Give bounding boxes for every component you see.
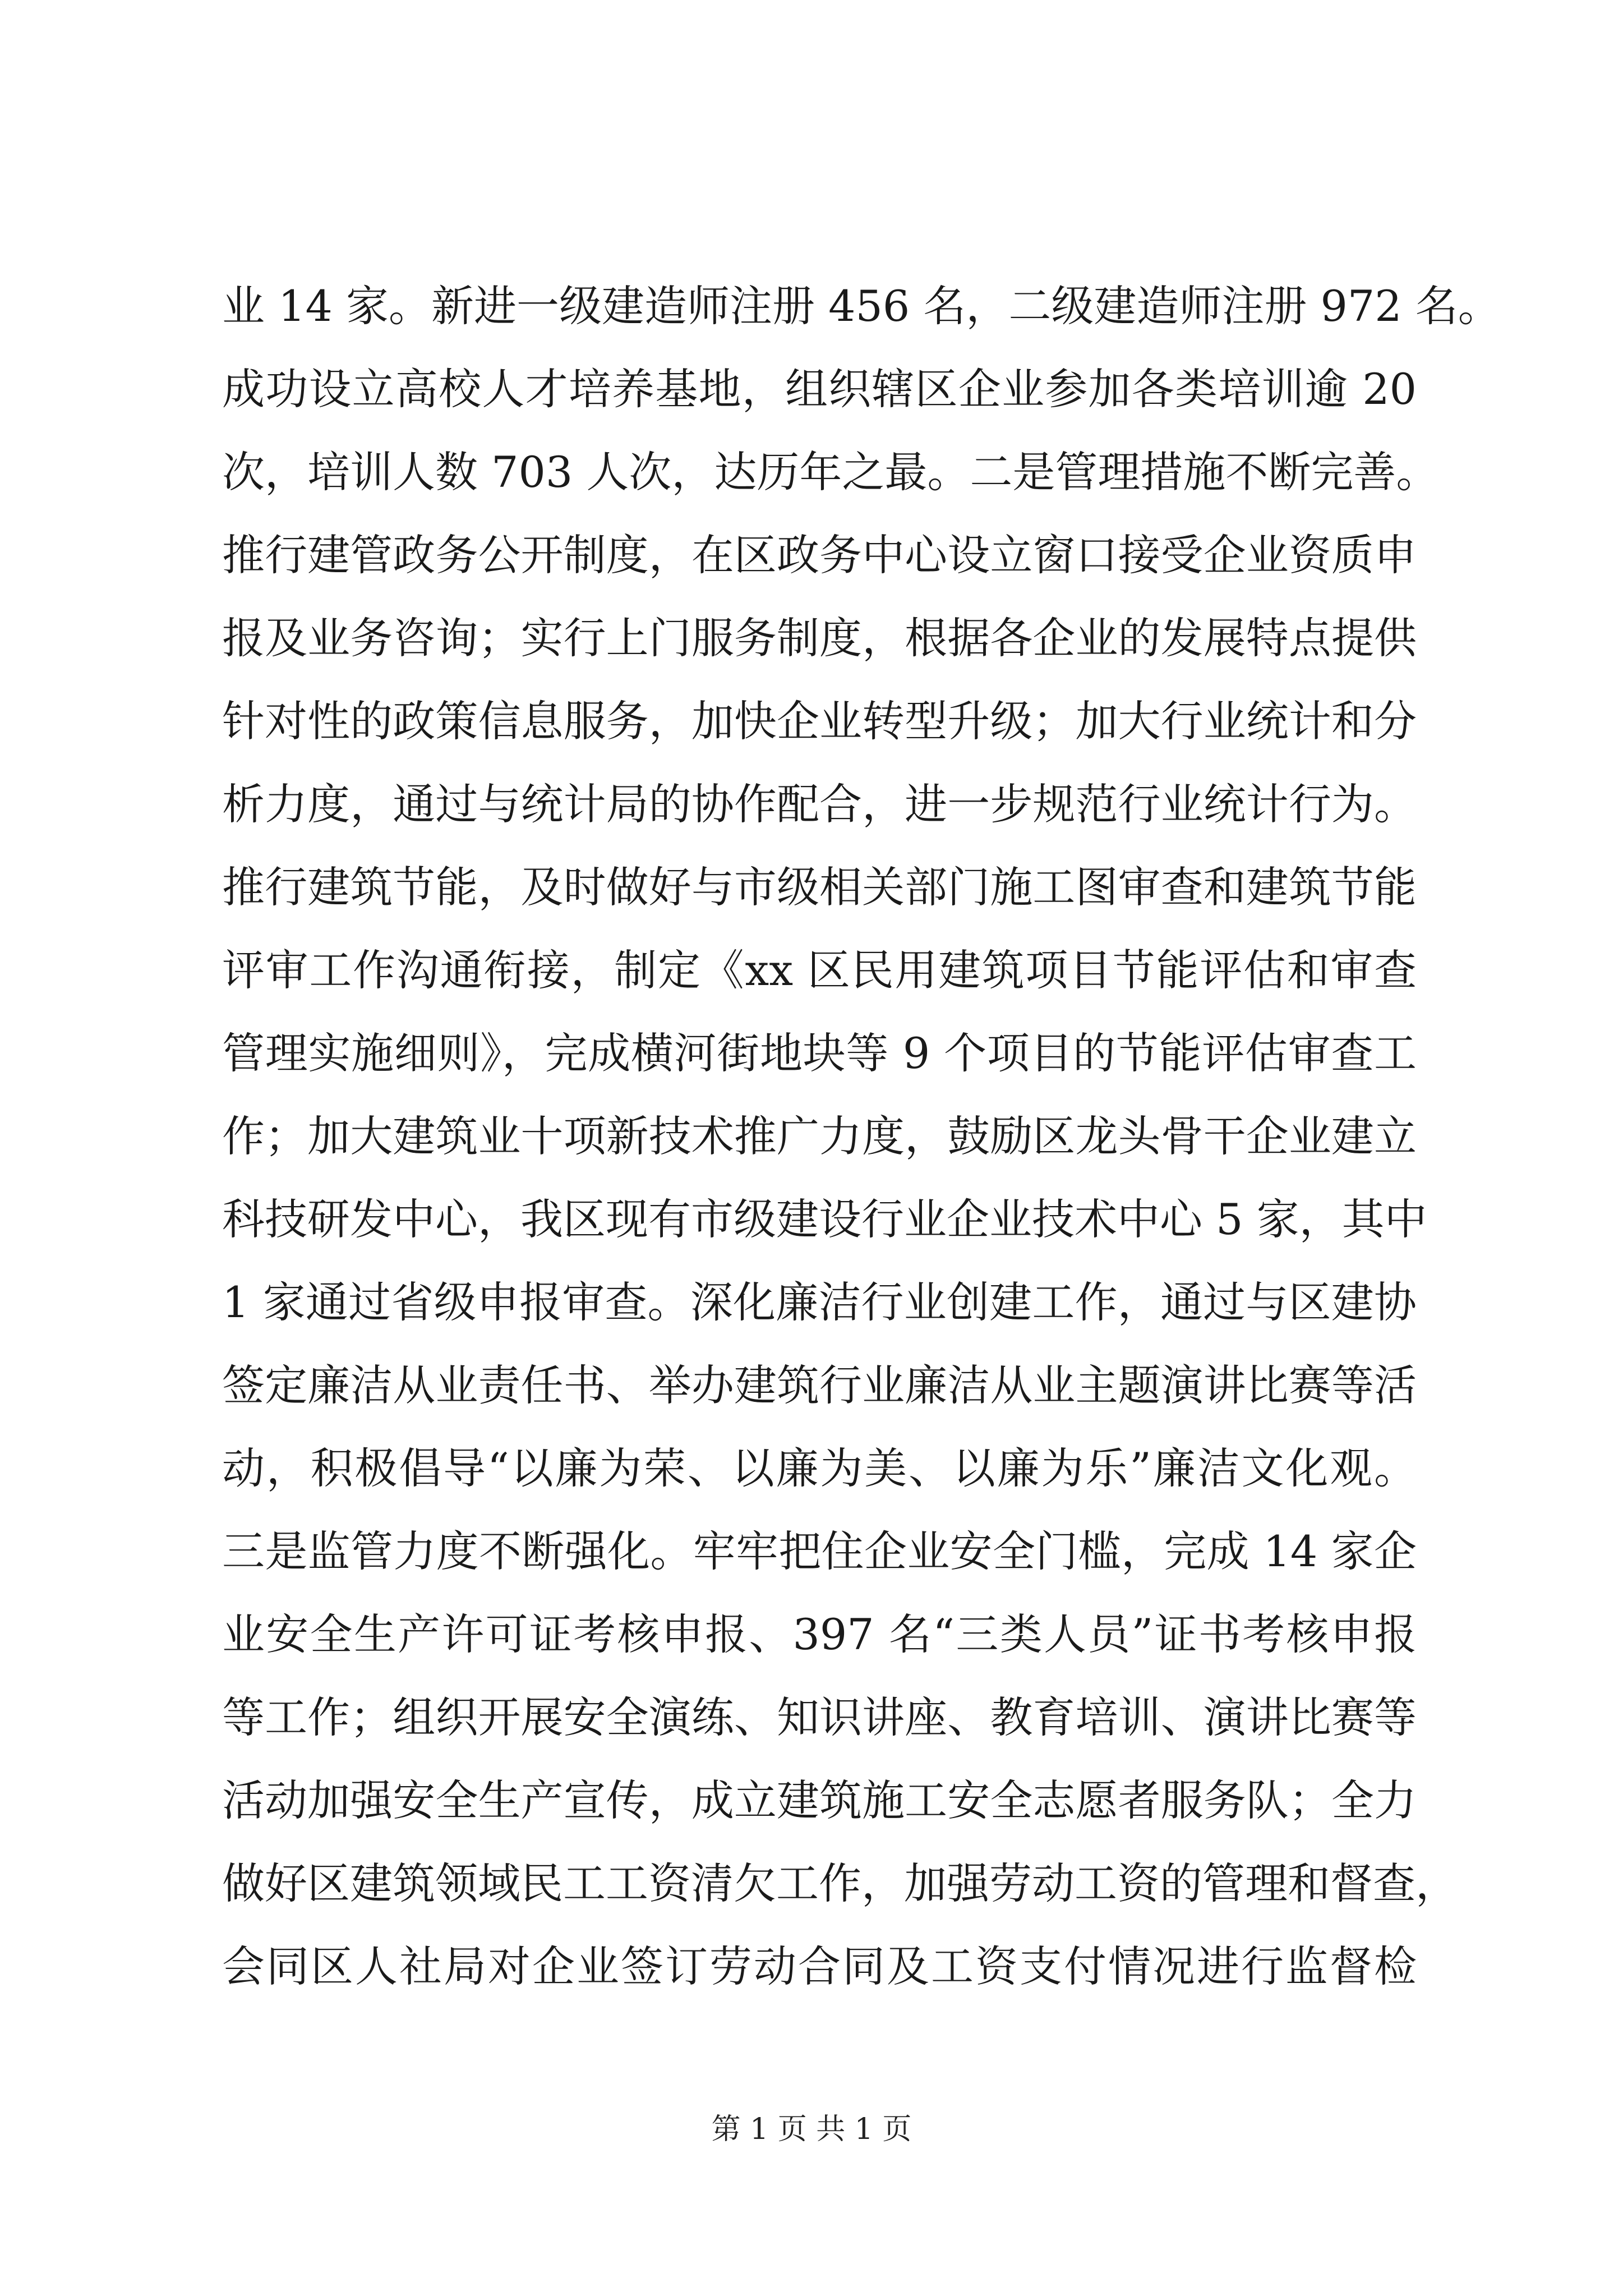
text-line: 推行建筑节能，及时做好与市级相关部门施工图审查和建筑节能 xyxy=(222,862,1417,912)
text-line: 成功设立高校人才培养基地，组织辖区企业参加各类培训逾 20 xyxy=(222,364,1417,414)
page-number-footer: 第 1 页 共 1 页 xyxy=(711,2113,912,2146)
text-line: 次，培训人数 703 人次，达历年之最。二是管理措施不断完善。 xyxy=(222,447,1439,497)
text-line: 科技研发中心，我区现有市级建设行业企业技术中心 5 家，其中 xyxy=(222,1194,1427,1244)
text-line: 三是监管力度不断强化。牢牢把住企业安全门槛，完成 14 家企 xyxy=(222,1526,1417,1576)
text-line: 评审工作沟通衔接，制定《xx 区民用建筑项目节能评估和审查 xyxy=(222,945,1417,995)
text-line: 推行建管政务公开制度，在区政务中心设立窗口接受企业资质申 xyxy=(222,530,1417,580)
text-line: 报及业务咨询；实行上门服务制度，根据各企业的发展特点提供 xyxy=(222,613,1417,663)
text-line: 业安全生产许可证考核申报、397 名“三类人员”证书考核申报 xyxy=(222,1609,1417,1659)
text-line: 析力度，通过与统计局的协作配合，进一步规范行业统计行为。 xyxy=(222,779,1417,829)
text-line: 作；加大建筑业十项新技术推广力度，鼓励区龙头骨干企业建立 xyxy=(222,1111,1417,1161)
text-line: 等工作；组织开展安全演练、知识讲座、教育培训、演讲比赛等 xyxy=(222,1692,1417,1742)
body-paragraph xyxy=(222,265,1501,2008)
text-line: 1 家通过省级申报审查。深化廉洁行业创建工作，通过与区建协 xyxy=(222,1277,1417,1327)
text-line: 会同区人社局对企业签订劳动合同及工资支付情况进行监督检 xyxy=(222,1941,1417,1991)
text-line: 管理实施细则》，完成横河街地块等 9 个项目的节能评估审查工 xyxy=(222,1028,1417,1078)
text-line: 动，积极倡导“以廉为荣、以廉为美、以廉为乐”廉洁文化观。 xyxy=(222,1443,1417,1493)
text-line: 活动加强安全生产宣传，成立建筑施工安全志愿者服务队；全力 xyxy=(222,1775,1417,1825)
text-line: 业 14 家。新进一级建造师注册 456 名，二级建造师注册 972 名。 xyxy=(222,281,1501,331)
text-line: 签定廉洁从业责任书、举办建筑行业廉洁从业主题演讲比赛等活 xyxy=(222,1360,1417,1410)
text-line: 针对性的政策信息服务，加快企业转型升级；加大行业统计和分 xyxy=(222,696,1417,746)
text-line: 做好区建筑领域民工工资清欠工作，加强劳动工资的管理和督查， xyxy=(222,1858,1458,1908)
